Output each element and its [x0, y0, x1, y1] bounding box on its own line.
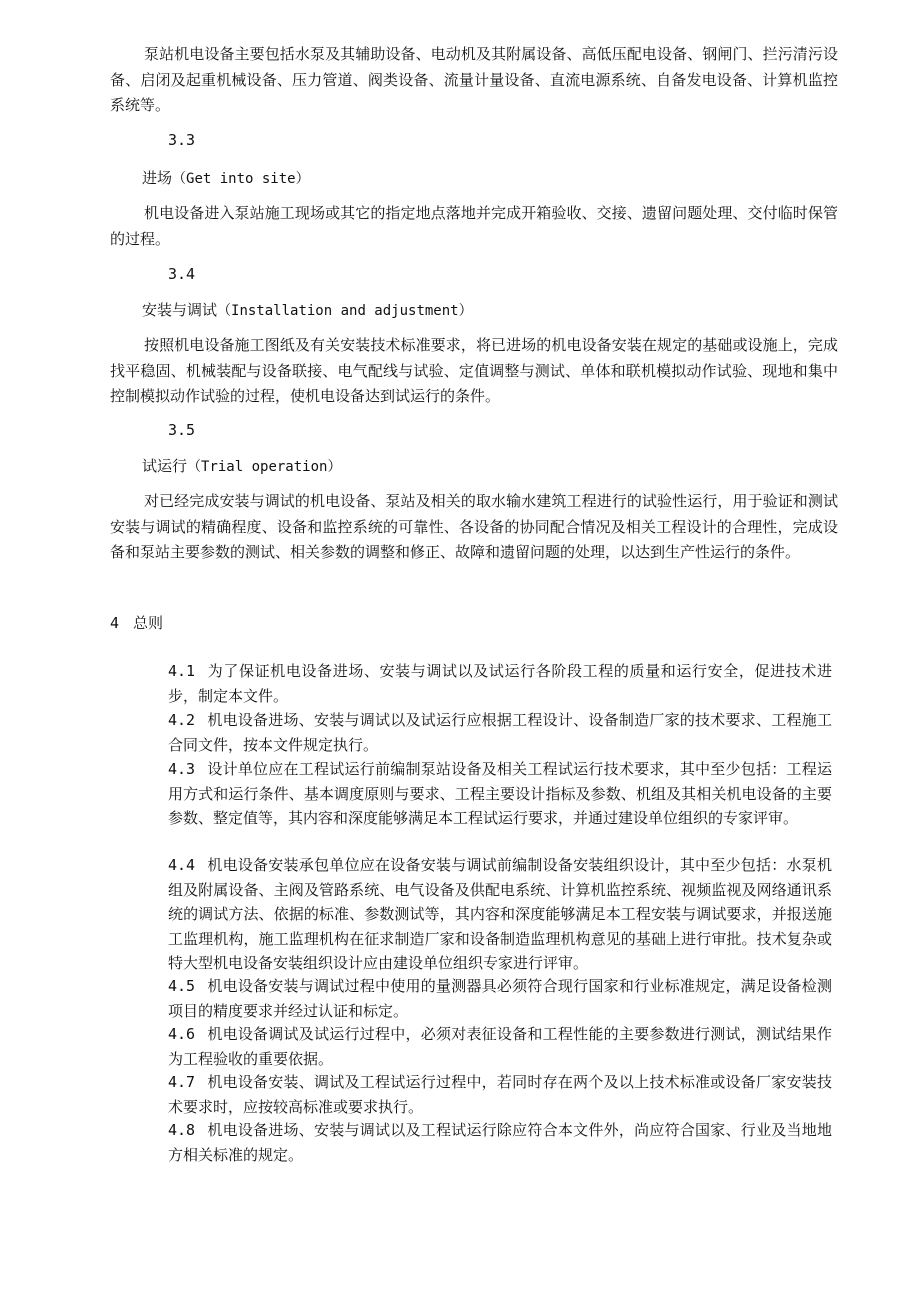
clause-4-2 — [168, 708, 832, 757]
term-en: （Installation and adjustment） — [217, 303, 473, 319]
clause-text: 机电设备进场、安装与调试以及试运行应根据工程设计、设备制造厂家的技术要求、工程施工合同文件，按本文件规定执行。 — [168, 711, 832, 754]
clause-number: 4.5 — [168, 977, 196, 995]
clause-number: 4.3 — [168, 760, 196, 778]
clause-text: 机电设备安装、调试及工程试运行过程中，若同时存在两个及以上技术标准或设备厂家安装技术要求时，应按较高标准或要求执行。 — [168, 1073, 832, 1116]
clause-4-7 — [168, 1070, 832, 1119]
term-number-3-5: 3.5 — [168, 421, 196, 439]
term-cn: 安装与调试 — [142, 301, 218, 319]
term-number-3-4: 3.4 — [168, 265, 196, 283]
section-number: 4 — [110, 614, 120, 632]
clause-number: 4.8 — [168, 1121, 196, 1139]
term-definition-3-5: 对已经完成安装与调试的机电设备、泵站及相关的取水输水建筑工程进行的试验性运行，用于验证和测试安装与调试的精确程度、设备和监控系统的可靠性、各设备的协同配合情况及相关工程设计的合理性，完成设备和泵站主要参数的测试、相关参数的调整和修正、故障和遗留问题的处理，以达到生产性运行的条件。 — [110, 492, 838, 561]
clause-text: 机电设备进场、安装与调试以及工程试运行除应符合本文件外，尚应符合国家、行业及当地地方相关标准的规定。 — [168, 1121, 832, 1164]
term-heading-3-5 — [142, 454, 341, 481]
term-cn: 试运行 — [142, 457, 188, 475]
clause-number: 4.7 — [168, 1073, 196, 1091]
clause-4-5 — [168, 974, 832, 1023]
term-en: （Get into site） — [172, 171, 310, 187]
clause-4-4 — [168, 853, 832, 976]
clause-text: 设计单位应在工程试运行前编制泵站设备及相关工程试运行技术要求，其中至少包括：工程运用方式和运行条件、基本调度原则与要求、工程主要设计指标及参数、机组及其相关机电设备的主要参数、整定值等，其内容和深度能够满足本工程试运行要求，并通过建设单位组织的专家评审。 — [168, 760, 832, 827]
section-title: 总则 — [133, 614, 164, 632]
section-heading — [110, 611, 163, 637]
term-definition-3-3: 机电设备进入泵站施工现场或其它的指定地点落地并完成开箱验收、交接、遗留问题处理、交付临时保管的过程。 — [110, 204, 838, 248]
term-heading-3-3 — [142, 166, 310, 193]
clause-number: 4.6 — [168, 1025, 196, 1043]
clause-text: 机电设备安装承包单位应在设备安装与调试前编制设备安装组织设计，其中至少包括：水泵机组及附属设备、主阀及管路系统、电气设备及供配电系统、计算机监控系统、视频监视及网络通讯系统的调试方法、依据的标准、参数测试等，其内容和深度能够满足本工程安装与调试要求，并报送施工监理机构，施工监理机构在征求制造厂家和设备制造监理机构意见的基础上进行审批。技术复杂或特大型机电设备安装组织设计应由建设单位组织专家进行评审。 — [168, 856, 832, 972]
clause-number: 4.4 — [168, 856, 196, 874]
clause-4-3 — [168, 757, 832, 831]
clause-text: 机电设备安装与调试过程中使用的量测器具必须符合现行国家和行业标准规定，满足设备检测项目的精度要求并经过认证和标定。 — [168, 977, 832, 1020]
clause-4-8 — [168, 1118, 832, 1167]
term-definition-3-4: 按照机电设备施工图纸及有关安装技术标准要求，将已进场的机电设备安装在规定的基础或设施上，完成找平稳固、机械装配与设备联接、电气配线与试验、定值调整与测试、单体和联机模拟动作试验、现地和集中控制模拟动作试验的过程，使机电设备达到试运行的条件。 — [110, 336, 838, 405]
clause-text: 为了保证机电设备进场、安装与调试以及试运行各阶段工程的质量和运行安全，促进技术进步，制定本文件。 — [168, 662, 832, 705]
clause-4-1 — [168, 659, 832, 708]
term-en: （Trial operation） — [187, 459, 342, 475]
clause-text: 机电设备调试及试运行过程中，必须对表征设备和工程性能的主要参数进行测试，测试结果作为工程验收的重要依据。 — [168, 1025, 832, 1068]
term-number-3-3: 3.3 — [168, 131, 196, 149]
term-cn: 进场 — [142, 169, 173, 187]
clause-number: 4.1 — [168, 662, 196, 680]
intro-paragraph: 泵站机电设备主要包括水泵及其辅助设备、电动机及其附属设备、高低压配电设备、钢闸门、拦污清污设备、启闭及起重机械设备、压力管道、阀类设备、流量计量设备、直流电源系统、自备发电设备、计算机监控系统等。 — [110, 45, 838, 114]
clause-4-6 — [168, 1022, 832, 1071]
clause-number: 4.2 — [168, 711, 196, 729]
term-heading-3-4 — [142, 298, 473, 325]
